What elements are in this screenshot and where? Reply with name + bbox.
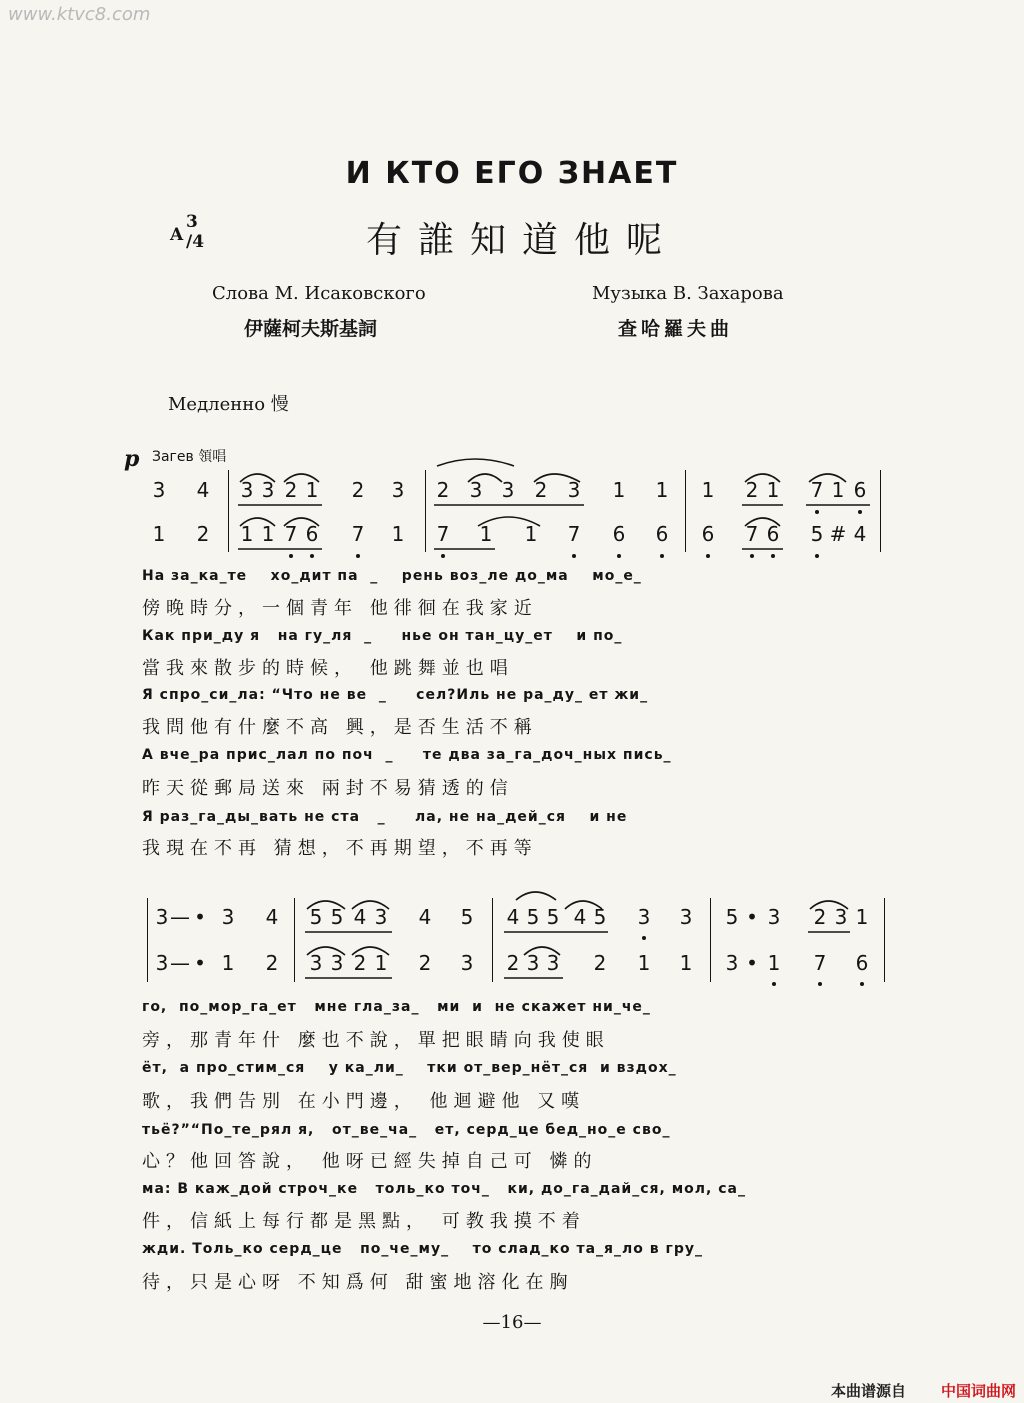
slur bbox=[437, 459, 514, 466]
note: 2 bbox=[745, 478, 759, 502]
note: 1 bbox=[612, 478, 626, 502]
slur bbox=[468, 474, 502, 482]
note: 3 bbox=[637, 905, 651, 929]
note: 7 bbox=[813, 951, 827, 975]
dynamic-marking: p bbox=[124, 446, 140, 472]
note: 1 bbox=[831, 478, 845, 502]
tempo-marking: Медленно 慢 bbox=[168, 394, 289, 415]
octave-dot bbox=[706, 554, 710, 558]
lyric-line-chinese: 傍晚時分，一個青年 他徘徊在我家近 bbox=[142, 598, 538, 619]
title-russian: И КТО ЕГО ЗНАЕТ bbox=[345, 156, 679, 191]
lyric-line-chinese: 歌，我們告別 在小門邊， 他迴避他 又嘆 bbox=[142, 1091, 586, 1112]
lyric-line-russian: А вче_ра прис_лал по поч _ те два за_га_доч_ных пись_ bbox=[142, 747, 672, 763]
dot: • bbox=[746, 951, 758, 975]
octave-dot bbox=[310, 554, 314, 558]
octave-dot bbox=[772, 982, 776, 986]
octave-dot bbox=[572, 554, 576, 558]
note: 3 bbox=[834, 905, 848, 929]
note: 5 bbox=[593, 905, 607, 929]
slur bbox=[352, 901, 389, 909]
note: 5 bbox=[725, 905, 739, 929]
lyric-line-chinese: 旁，那青年什 麼也不說，單把眼睛向我使眼 bbox=[142, 1030, 610, 1051]
watermark-text: www.ktvc8.com bbox=[8, 4, 151, 25]
note: 1 bbox=[374, 951, 388, 975]
note: 1 bbox=[855, 905, 869, 929]
composer-chinese: 查哈羅夫曲 bbox=[618, 318, 734, 340]
note: 6 bbox=[305, 522, 319, 546]
lyric-line-russian: тьё?”“По_те_рял я, от_ве_ча_ ет, серд_це бед_но_е сво_ bbox=[142, 1122, 671, 1138]
octave-dot bbox=[617, 554, 621, 558]
octave-dot bbox=[289, 554, 293, 558]
note: 3 bbox=[391, 478, 405, 502]
note: 7 bbox=[436, 522, 450, 546]
note: 1 bbox=[152, 522, 166, 546]
note: 2 bbox=[813, 905, 827, 929]
note: 3 bbox=[679, 905, 693, 929]
lyric-line-chinese: 件，信紙上每行都是黑點， 可教我摸不着 bbox=[142, 1211, 586, 1232]
note: 2 bbox=[506, 951, 520, 975]
note: 3 bbox=[526, 951, 540, 975]
octave-dot bbox=[660, 554, 664, 558]
note: 6 bbox=[853, 478, 867, 502]
note: 3 bbox=[460, 951, 474, 975]
note: 2 bbox=[534, 478, 548, 502]
octave-dot bbox=[441, 554, 445, 558]
note: 2 bbox=[351, 478, 365, 502]
octave-dot bbox=[356, 554, 360, 558]
note: 4 bbox=[506, 905, 520, 929]
note: 7 bbox=[351, 522, 365, 546]
note: 3 bbox=[725, 951, 739, 975]
dash: — bbox=[170, 951, 190, 975]
note: 4 bbox=[265, 905, 279, 929]
note: 7 bbox=[810, 478, 824, 502]
lyric-line-chinese: 我現在不再 猜想，不再期望，不再等 bbox=[142, 838, 538, 859]
lyric-line-russian: ма: В каж_дой строч_ке толь_ко точ_ ки, до_га_дай_ся, мол, са_ bbox=[142, 1181, 746, 1197]
note: 1 bbox=[767, 951, 781, 975]
note: 3 bbox=[221, 905, 235, 929]
note: 3 bbox=[374, 905, 388, 929]
note: 5 bbox=[460, 905, 474, 929]
octave-dot bbox=[771, 554, 775, 558]
note: 1 bbox=[479, 522, 493, 546]
note: 2 bbox=[196, 522, 210, 546]
note: 1 bbox=[240, 522, 254, 546]
note: 1 bbox=[524, 522, 538, 546]
lyric-line-russian: Как при_ду я на гу_ля _ нье он тан_цу_ет и по_ bbox=[142, 628, 623, 644]
lyric-line-russian: го, по_мор_га_ет мне гла_за_ ми и не скажет ни_че_ bbox=[142, 999, 651, 1015]
note: 4 bbox=[573, 905, 587, 929]
octave-dot bbox=[815, 510, 819, 514]
note: 6 bbox=[701, 522, 715, 546]
lyric-line-russian: ёт, а про_стим_ся у ка_ли_ тки от_вер_нёт_ся и вздох_ bbox=[142, 1060, 677, 1076]
slur bbox=[745, 518, 780, 526]
slur bbox=[284, 474, 319, 482]
note: 1 bbox=[261, 522, 275, 546]
note: 1 bbox=[221, 951, 235, 975]
note: 3 bbox=[155, 905, 169, 929]
note: 4 bbox=[853, 522, 867, 546]
source-label: 本曲谱源自 bbox=[830, 1382, 906, 1400]
octave-dot bbox=[815, 554, 819, 558]
note: 5 bbox=[810, 522, 824, 546]
note: 2 bbox=[418, 951, 432, 975]
note: 5 bbox=[546, 905, 560, 929]
octave-dot bbox=[750, 554, 754, 558]
slur bbox=[809, 474, 846, 482]
slur bbox=[284, 518, 319, 526]
lead-singer-marking: Загев 領唱 bbox=[152, 449, 227, 465]
dot: • bbox=[746, 905, 758, 929]
lyric-line-chinese: 心？他回答說， 他呀已經失掉自己可 憐的 bbox=[142, 1151, 598, 1172]
note: 3 bbox=[501, 478, 515, 502]
note: 2 bbox=[436, 478, 450, 502]
time-signature-top: 3 bbox=[186, 212, 198, 232]
slur bbox=[307, 947, 345, 955]
note: 4 bbox=[353, 905, 367, 929]
page-number: —16— bbox=[482, 1312, 542, 1333]
note: 6 bbox=[855, 951, 869, 975]
slur bbox=[240, 518, 275, 526]
note: 7 bbox=[745, 522, 759, 546]
note: 7 bbox=[567, 522, 581, 546]
slur bbox=[745, 474, 780, 482]
dash: — bbox=[170, 905, 190, 929]
note: 3 bbox=[567, 478, 581, 502]
slur bbox=[534, 474, 580, 482]
note: 5 bbox=[526, 905, 540, 929]
note: 4 bbox=[196, 478, 210, 502]
lyric-line-russian: Я спро_си_ла: “Что не ве _ сел?Иль не ра_ду_ ет жи_ bbox=[142, 687, 649, 703]
note: 1 bbox=[679, 951, 693, 975]
slur bbox=[352, 947, 389, 955]
title-chinese: 有誰知道他呢 bbox=[365, 220, 678, 261]
note: 3 bbox=[546, 951, 560, 975]
slur bbox=[810, 901, 848, 909]
lyricist-chinese: 伊薩柯夫斯基詞 bbox=[244, 318, 378, 340]
octave-dot bbox=[818, 982, 822, 986]
note: 6 bbox=[766, 522, 780, 546]
note: 3 bbox=[309, 951, 323, 975]
composer-russian: Музыка В. Захарова bbox=[592, 283, 784, 304]
source-site-link[interactable]: 中国词曲网 bbox=[940, 1382, 1016, 1400]
note: 2 bbox=[265, 951, 279, 975]
note: 3 bbox=[240, 478, 254, 502]
lyric-line-chinese: 我問他有什麼不高 興，是否生活不稱 bbox=[142, 717, 538, 738]
note: 2 bbox=[284, 478, 298, 502]
dot: • bbox=[194, 905, 206, 929]
note: 3 bbox=[767, 905, 781, 929]
sharp-sign: # bbox=[829, 522, 847, 546]
lyric-line-chinese: 待，只是心呀 不知爲何 甜蜜地溶化在胸 bbox=[142, 1272, 574, 1293]
note: 2 bbox=[353, 951, 367, 975]
note: 1 bbox=[305, 478, 319, 502]
note: 1 bbox=[701, 478, 715, 502]
slur bbox=[478, 517, 540, 526]
octave-dot bbox=[860, 982, 864, 986]
time-signature-bottom: /4 bbox=[186, 232, 205, 252]
octave-dot bbox=[642, 936, 646, 940]
note: 1 bbox=[766, 478, 780, 502]
note: 2 bbox=[593, 951, 607, 975]
note: 3 bbox=[152, 478, 166, 502]
note: 1 bbox=[655, 478, 669, 502]
note: 5 bbox=[330, 905, 344, 929]
slur bbox=[516, 892, 556, 900]
note: 3 bbox=[155, 951, 169, 975]
note: 1 bbox=[637, 951, 651, 975]
note: 3 bbox=[261, 478, 275, 502]
note: 7 bbox=[284, 522, 298, 546]
note: 6 bbox=[612, 522, 626, 546]
lyric-line-russian: Я раз_га_ды_вать не ста _ ла, не на_дей_ся и не bbox=[142, 809, 628, 825]
dot: • bbox=[194, 951, 206, 975]
slur bbox=[524, 947, 560, 955]
note: 4 bbox=[418, 905, 432, 929]
note: 3 bbox=[469, 478, 483, 502]
octave-dot bbox=[858, 510, 862, 514]
lyric-line-russian: На за_ка_те хо_дит па _ рень воз_ле до_ма мо_е_ bbox=[142, 568, 642, 584]
lyric-line-chinese: 當我來散步的時候， 他跳舞並也唱 bbox=[142, 658, 514, 679]
lyricist-russian: Слова М. Исаковского bbox=[212, 283, 426, 304]
note: 3 bbox=[330, 951, 344, 975]
note: 5 bbox=[309, 905, 323, 929]
slur bbox=[240, 474, 275, 482]
lyric-line-russian: жди. Толь_ко серд_це по_че_му_ то слад_ко та_я_ло в гру_ bbox=[142, 1241, 703, 1257]
note: 1 bbox=[391, 522, 405, 546]
slur bbox=[307, 901, 345, 909]
lyric-line-chinese: 昨天從郵局送來 兩封不易猜透的信 bbox=[142, 778, 514, 799]
slur bbox=[565, 901, 602, 909]
key-signature: A bbox=[170, 225, 184, 245]
note: 6 bbox=[655, 522, 669, 546]
